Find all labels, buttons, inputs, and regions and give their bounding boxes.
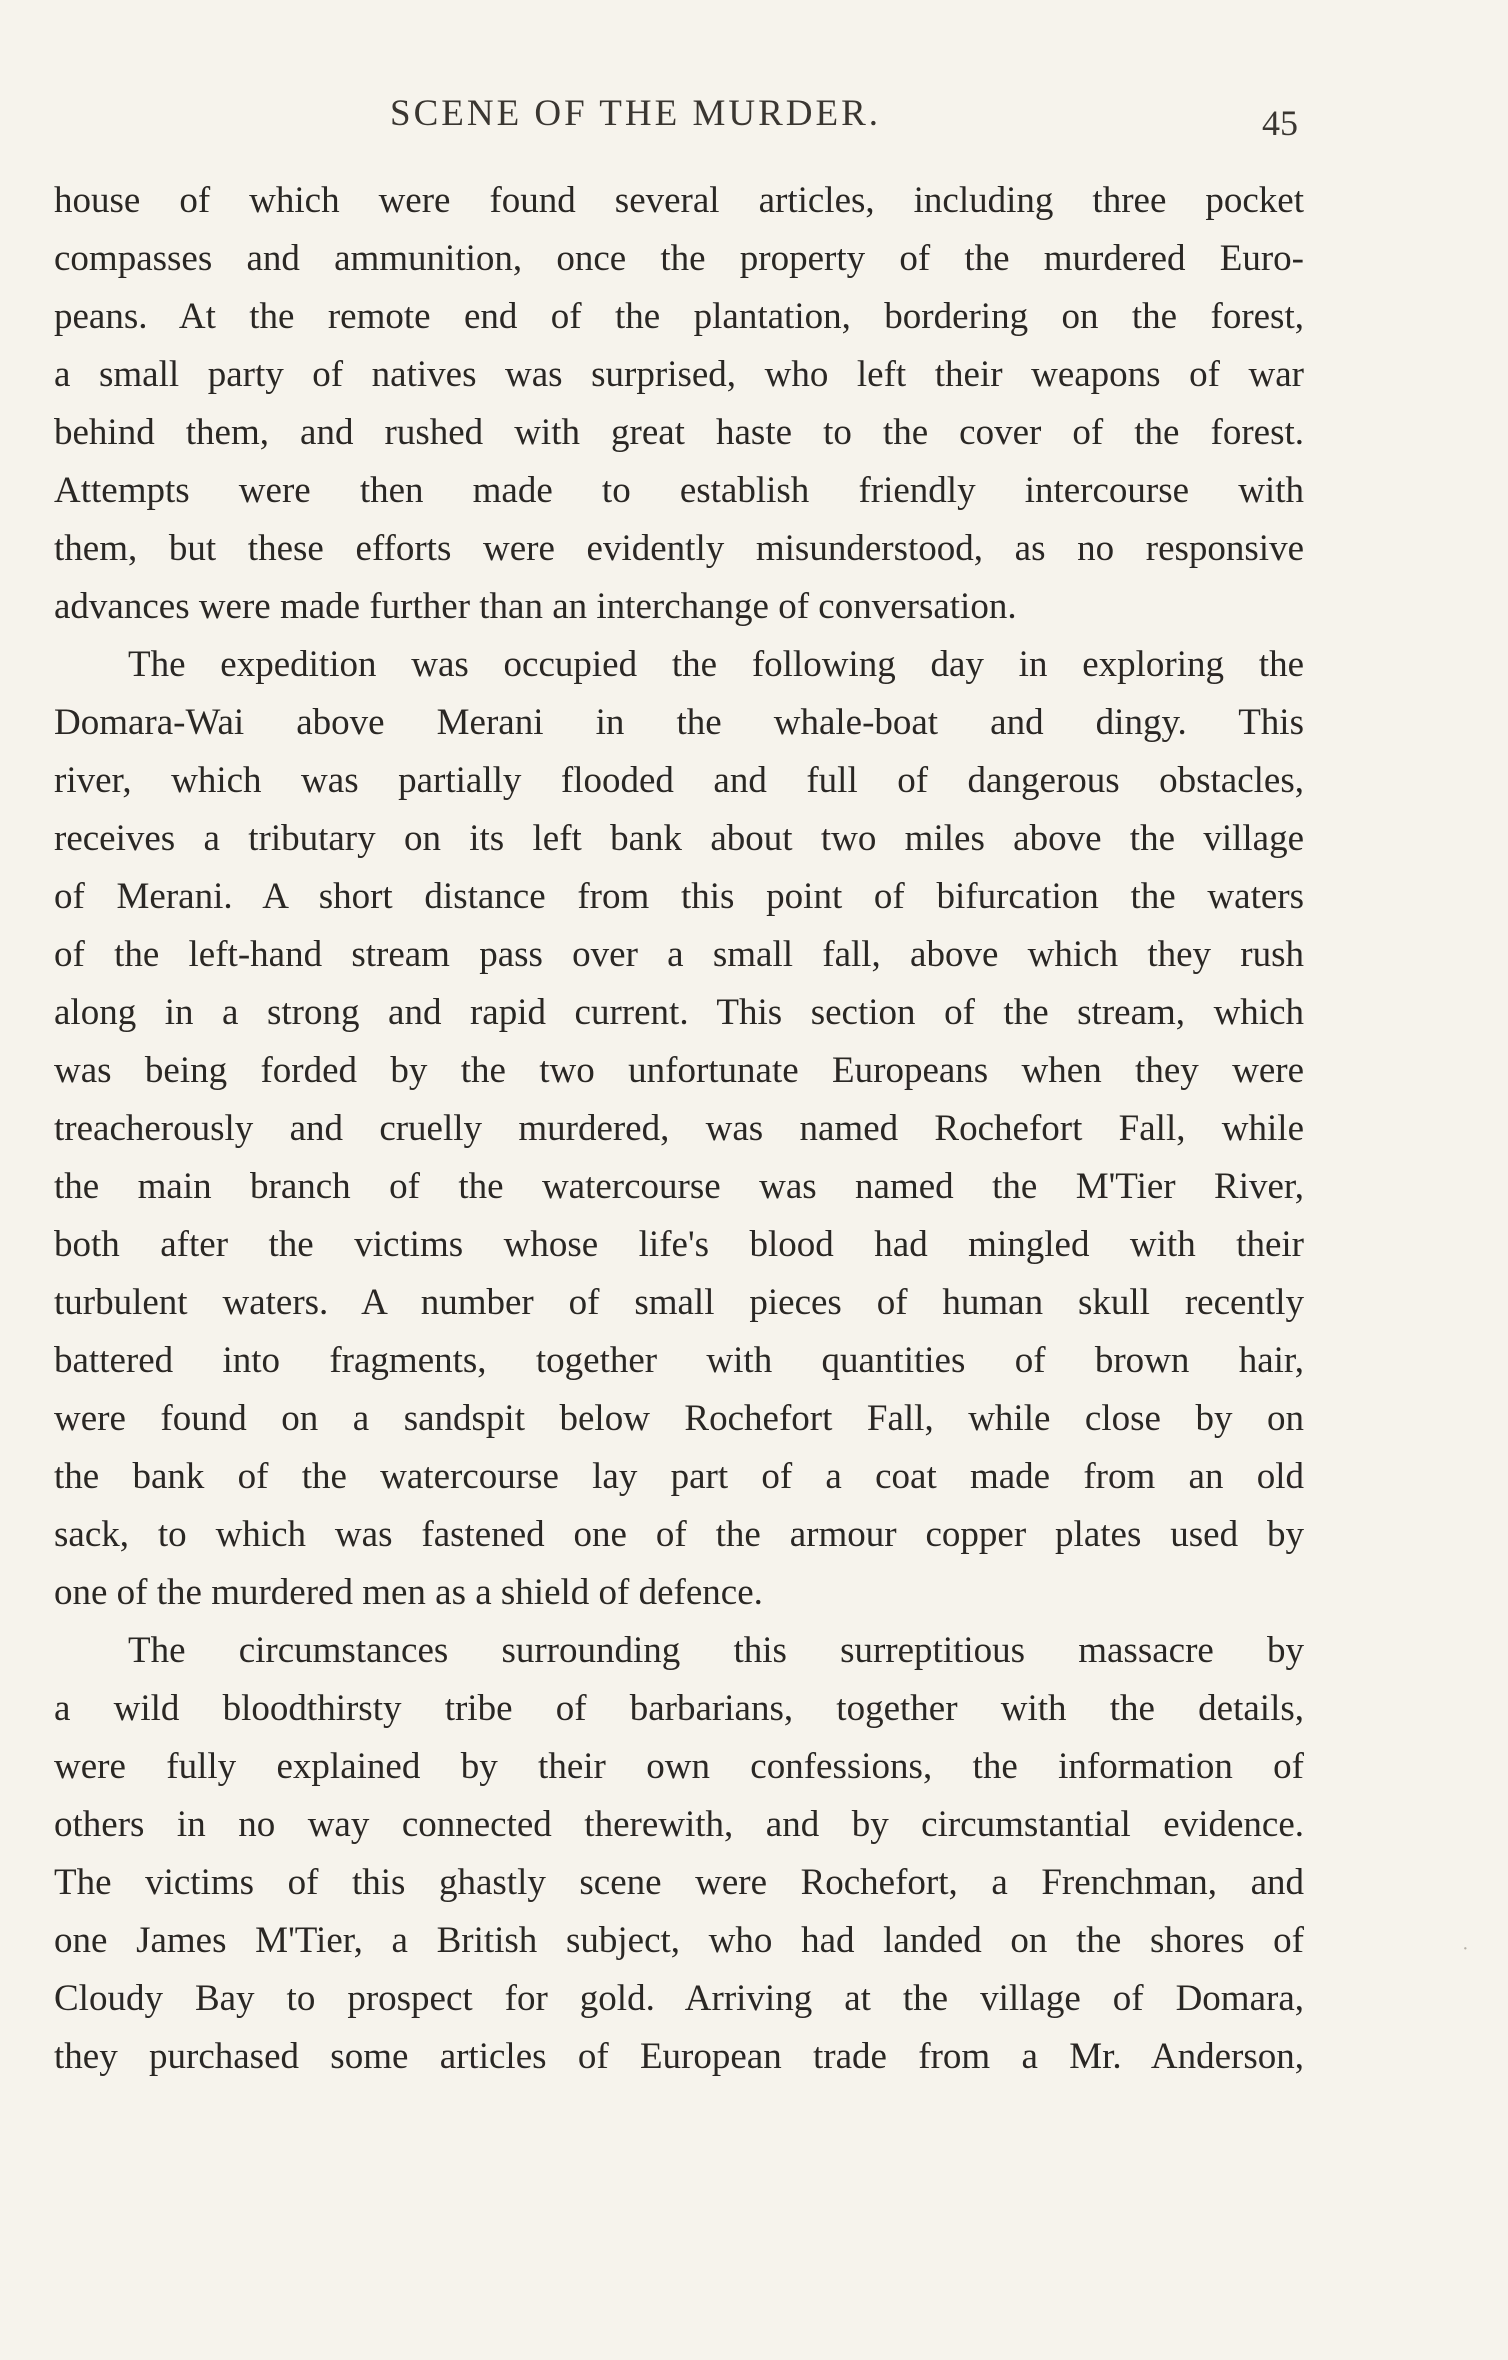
text-line: advances were made further than an interchange of conversation.	[54, 586, 1017, 627]
text-line: turbulent waters. A number of small pieces of human skull recently	[54, 1282, 1304, 1323]
text-line: house of which were found several articles, including three pocket	[54, 180, 1304, 221]
text-line: the main branch of the watercourse was named the M'Tier River,	[54, 1166, 1304, 1207]
paragraph	[54, 1622, 1304, 2086]
text-line: Domara-Wai above Merani in the whale-boat and dingy. This	[54, 702, 1304, 743]
text-line: of the left-hand stream pass over a small fall, above which they rush	[54, 934, 1304, 975]
text-line: battered into fragments, together with quantities of brown hair,	[54, 1340, 1304, 1381]
text-line: The circumstances surrounding this surreptitious massacre by	[128, 1630, 1304, 1671]
text-line: receives a tributary on its left bank about two miles above the village	[54, 818, 1304, 859]
text-line: sack, to which was fastened one of the armour copper plates used by	[54, 1514, 1304, 1555]
text-line: compasses and ammunition, once the property of the murdered Euro-	[54, 238, 1304, 279]
text-line: behind them, and rushed with great haste to the cover of the forest.	[54, 412, 1304, 453]
paragraph	[54, 636, 1304, 1622]
running-title: SCENE OF THE MURDER.	[390, 93, 882, 134]
text-line: of Merani. A short distance from this point of bifurcation the waters	[54, 876, 1304, 917]
text-line: the bank of the watercourse lay part of a coat made from an old	[54, 1456, 1304, 1497]
text-line: they purchased some articles of European trade from a Mr. Anderson,	[54, 2036, 1304, 2077]
page-number: 45	[1262, 103, 1298, 143]
text-line: was being forded by the two unfortunate Europeans when they were	[54, 1050, 1304, 1091]
text-line: peans. At the remote end of the plantation, bordering on the forest,	[54, 296, 1304, 337]
text-line: The expedition was occupied the following day in exploring the	[128, 644, 1304, 685]
text-line: The victims of this ghastly scene were Rochefort, a Frenchman, and	[54, 1862, 1304, 1903]
text-line: one James M'Tier, a British subject, who had landed on the shores of	[54, 1920, 1304, 1961]
text-line: a wild bloodthirsty tribe of barbarians, together with the details,	[54, 1688, 1304, 1729]
body-text	[54, 172, 1304, 2086]
paragraph	[54, 172, 1304, 636]
text-line: along in a strong and rapid current. This section of the stream, which	[54, 992, 1304, 1033]
text-line: treacherously and cruelly murdered, was named Rochefort Fall, while	[54, 1108, 1304, 1149]
text-line: them, but these efforts were evidently misunderstood, as no responsive	[54, 528, 1304, 569]
text-line: a small party of natives was surprised, who left their weapons of war	[54, 354, 1304, 395]
text-line: river, which was partially flooded and full of dangerous obstacles,	[54, 760, 1304, 801]
text-line: Attempts were then made to establish friendly intercourse with	[54, 470, 1304, 511]
text-line: both after the victims whose life's blood had mingled with their	[54, 1224, 1304, 1265]
text-line: Cloudy Bay to prospect for gold. Arriving at the village of Domara,	[54, 1978, 1304, 2019]
stray-dot-mark: ·	[1462, 1938, 1469, 1960]
text-line: were fully explained by their own confessions, the information of	[54, 1746, 1304, 1787]
text-line: were found on a sandspit below Rochefort Fall, while close by on	[54, 1398, 1304, 1439]
text-line: one of the murdered men as a shield of defence.	[54, 1572, 763, 1613]
text-line: others in no way connected therewith, and by circumstantial evidence.	[54, 1804, 1304, 1845]
